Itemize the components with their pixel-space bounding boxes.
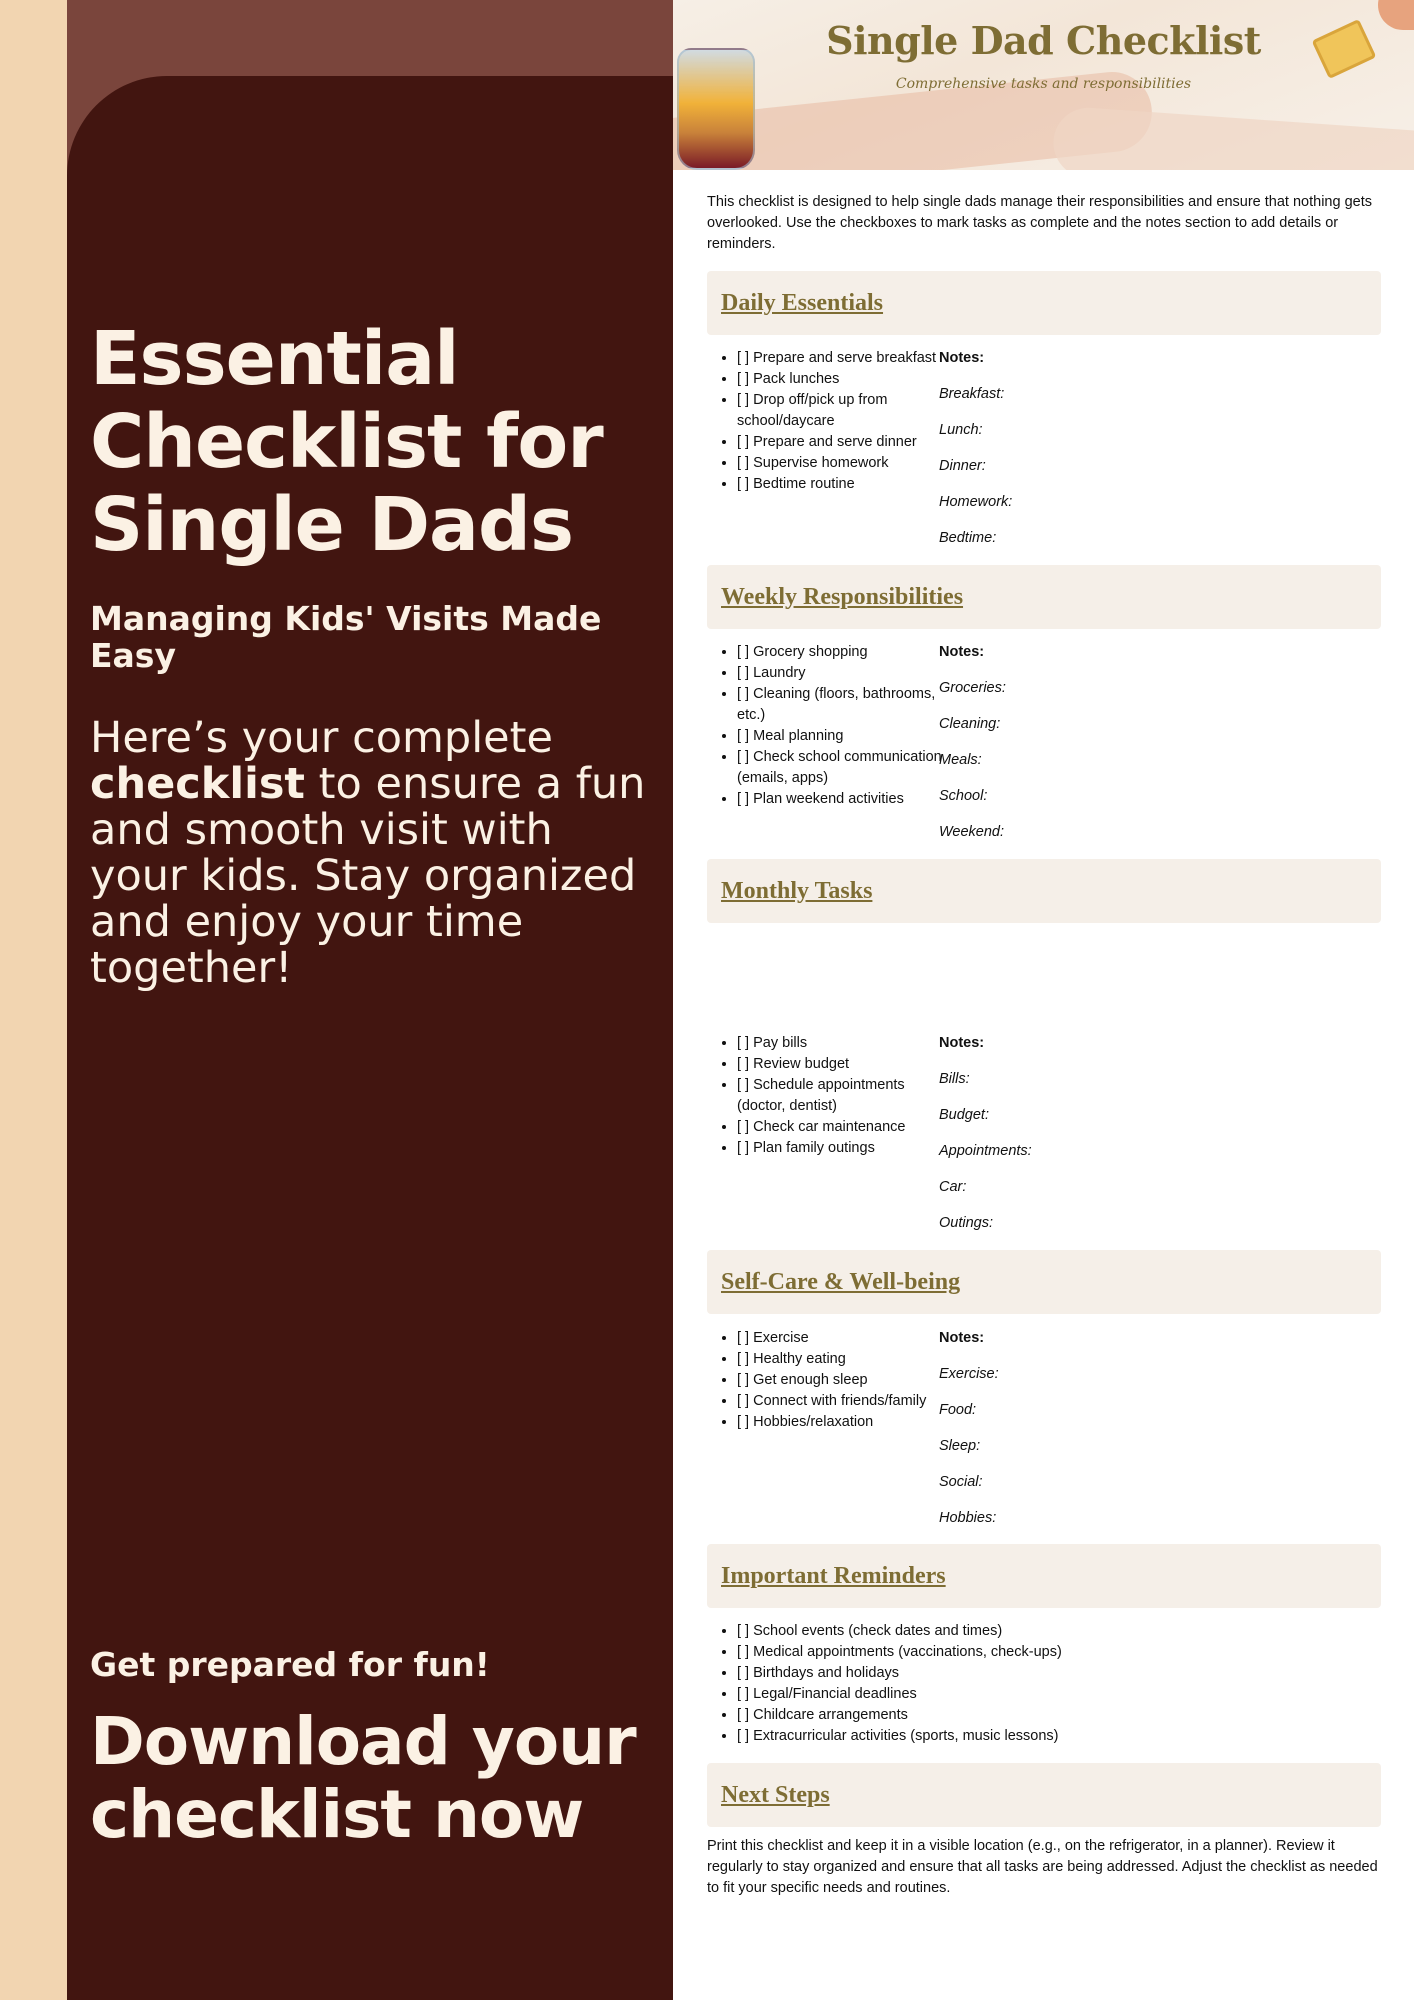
promo-body [90,715,650,991]
note-field[interactable]: Sleep: [939,1438,981,1454]
section-header-daily [707,271,1381,335]
download-cta[interactable]: Download your checklist now [90,1703,636,1853]
note-field[interactable]: Food: [939,1402,977,1418]
task-item[interactable]: • [ ] Check car maintenance [737,1117,957,1138]
task-item[interactable]: • [ ] Get enough sleep [737,1370,957,1391]
task-item[interactable]: • [ ] Supervise homework [737,453,957,474]
checklist-document [673,0,1414,2000]
task-item[interactable]: • [ ] Pack lunches [737,369,957,390]
document-title: Single Dad Checklist [826,18,1261,63]
note-field[interactable]: Weekend: [939,824,1005,840]
note-field[interactable]: Meals: [939,752,982,768]
note-field[interactable]: Car: [939,1179,967,1195]
notes-label: Notes: [939,350,985,366]
section-header-next-steps [707,1763,1381,1827]
intro-paragraph: This checklist is designed to help single dads manage their responsibilities and ensure that nothing gets overlooked. Use the checkboxes to mark tasks as complete and the notes section to add details or reminders. [707,194,1372,252]
task-item[interactable]: • [ ] Connect with friends/family [737,1391,957,1412]
note-field[interactable]: Lunch: [939,422,983,438]
note-field[interactable]: School: [939,788,988,804]
task-item[interactable]: • [ ] School events (check dates and times) [737,1621,1377,1642]
note-field[interactable]: Bedtime: [939,530,997,546]
note-field[interactable]: Homework: [939,494,1013,510]
task-item[interactable]: • [ ] Extracurricular activities (sports, music lessons) [737,1726,1377,1747]
task-item[interactable]: • [ ] Review budget [737,1054,957,1075]
section-title: Next Steps [721,1782,830,1808]
section-header-monthly [707,859,1381,923]
note-field[interactable]: Appointments: [939,1143,1032,1159]
next-steps-paragraph: Print this checklist and keep it in a visible location (e.g., on the refrigerator, in a planner). Review it regularly to stay organized and ensure that all tasks are being addressed. Adjust the checklist as needed to fit your specific needs and routines. [707,1838,1378,1896]
task-item[interactable]: • [ ] Exercise [737,1328,957,1349]
task-item[interactable]: • [ ] Pay bills [737,1033,957,1054]
task-item[interactable]: • [ ] Birthdays and holidays [737,1663,1377,1684]
task-item[interactable]: • [ ] Check school communication (emails, apps) [737,747,957,789]
section-title: Weekly Responsibilities [721,584,964,610]
note-field[interactable]: Exercise: [939,1366,999,1382]
note-field[interactable]: Breakfast: [939,386,1005,402]
task-item[interactable]: • [ ] Healthy eating [737,1349,957,1370]
note-field[interactable]: Bills: [939,1071,970,1087]
task-item[interactable]: • [ ] Prepare and serve dinner [737,432,957,453]
section-title: Monthly Tasks [721,878,873,904]
notes-daily [939,348,1369,564]
promo-body-bold: checklist [90,759,305,809]
task-item[interactable]: • [ ] Grocery shopping [737,642,957,663]
section-header-self-care [707,1250,1381,1314]
task-item[interactable]: • [ ] Medical appointments (vaccinations, check-ups) [737,1642,1377,1663]
task-item[interactable]: • [ ] Cleaning (floors, bathrooms, etc.) [737,684,957,726]
note-field[interactable]: Dinner: [939,458,986,474]
task-list-reminders [707,1621,1377,1747]
promo-body-start: Here’s your complete [90,713,553,763]
task-list-self-care [707,1328,957,1433]
task-item[interactable]: • [ ] Laundry [737,663,957,684]
task-item[interactable]: • [ ] Drop off/pick up from school/daycare [737,390,957,432]
promo-title: Essential Checklist for Single Dads [90,316,603,568]
notes-label: Notes: [939,644,985,660]
section-title: Important Reminders [721,1563,946,1589]
note-field[interactable]: Outings: [939,1215,993,1231]
task-list-weekly [707,642,957,810]
note-field[interactable]: Groceries: [939,680,1006,696]
notes-label: Notes: [939,1035,985,1051]
notes-self-care [939,1328,1369,1544]
task-item[interactable]: • [ ] Prepare and serve breakfast [737,348,957,369]
section-title: Self-Care & Well-being [721,1269,961,1295]
task-item[interactable]: • [ ] Plan weekend activities [737,789,957,810]
note-field[interactable]: Hobbies: [939,1510,997,1526]
task-item[interactable]: • [ ] Plan family outings [737,1138,957,1159]
task-item[interactable]: • [ ] Hobbies/relaxation [737,1412,957,1433]
section-header-weekly [707,565,1381,629]
cta-kicker: Get prepared for fun! [90,1645,490,1684]
promo-subtitle: Managing Kids' Visits Made Easy [90,599,602,675]
document-header [673,0,1414,170]
section-title: Daily Essentials [721,290,884,316]
note-field[interactable]: Social: [939,1474,983,1490]
note-field[interactable]: Budget: [939,1107,989,1123]
juice-glass-illustration [677,48,755,170]
document-tagline: Comprehensive tasks and responsibilities [895,76,1192,92]
section-header-reminders [707,1544,1381,1608]
task-list-monthly [707,1033,957,1159]
task-item[interactable]: • [ ] Childcare arrangements [737,1705,1377,1726]
task-item[interactable]: • [ ] Legal/Financial deadlines [737,1684,1377,1705]
notes-monthly [939,1033,1369,1249]
task-list-daily [707,348,957,495]
promo-body-end: to ensure a fun and smooth visit with your kids. Stay organized and enjoy your time together! [90,759,646,993]
watercolor-wash [1051,105,1414,170]
notes-label: Notes: [939,1330,985,1346]
task-item[interactable]: • [ ] Meal planning [737,726,957,747]
task-item[interactable]: • [ ] Schedule appointments (doctor, dentist) [737,1075,957,1117]
task-item[interactable]: • [ ] Bedtime routine [737,474,957,495]
notes-weekly [939,642,1369,858]
note-field[interactable]: Cleaning: [939,716,1001,732]
